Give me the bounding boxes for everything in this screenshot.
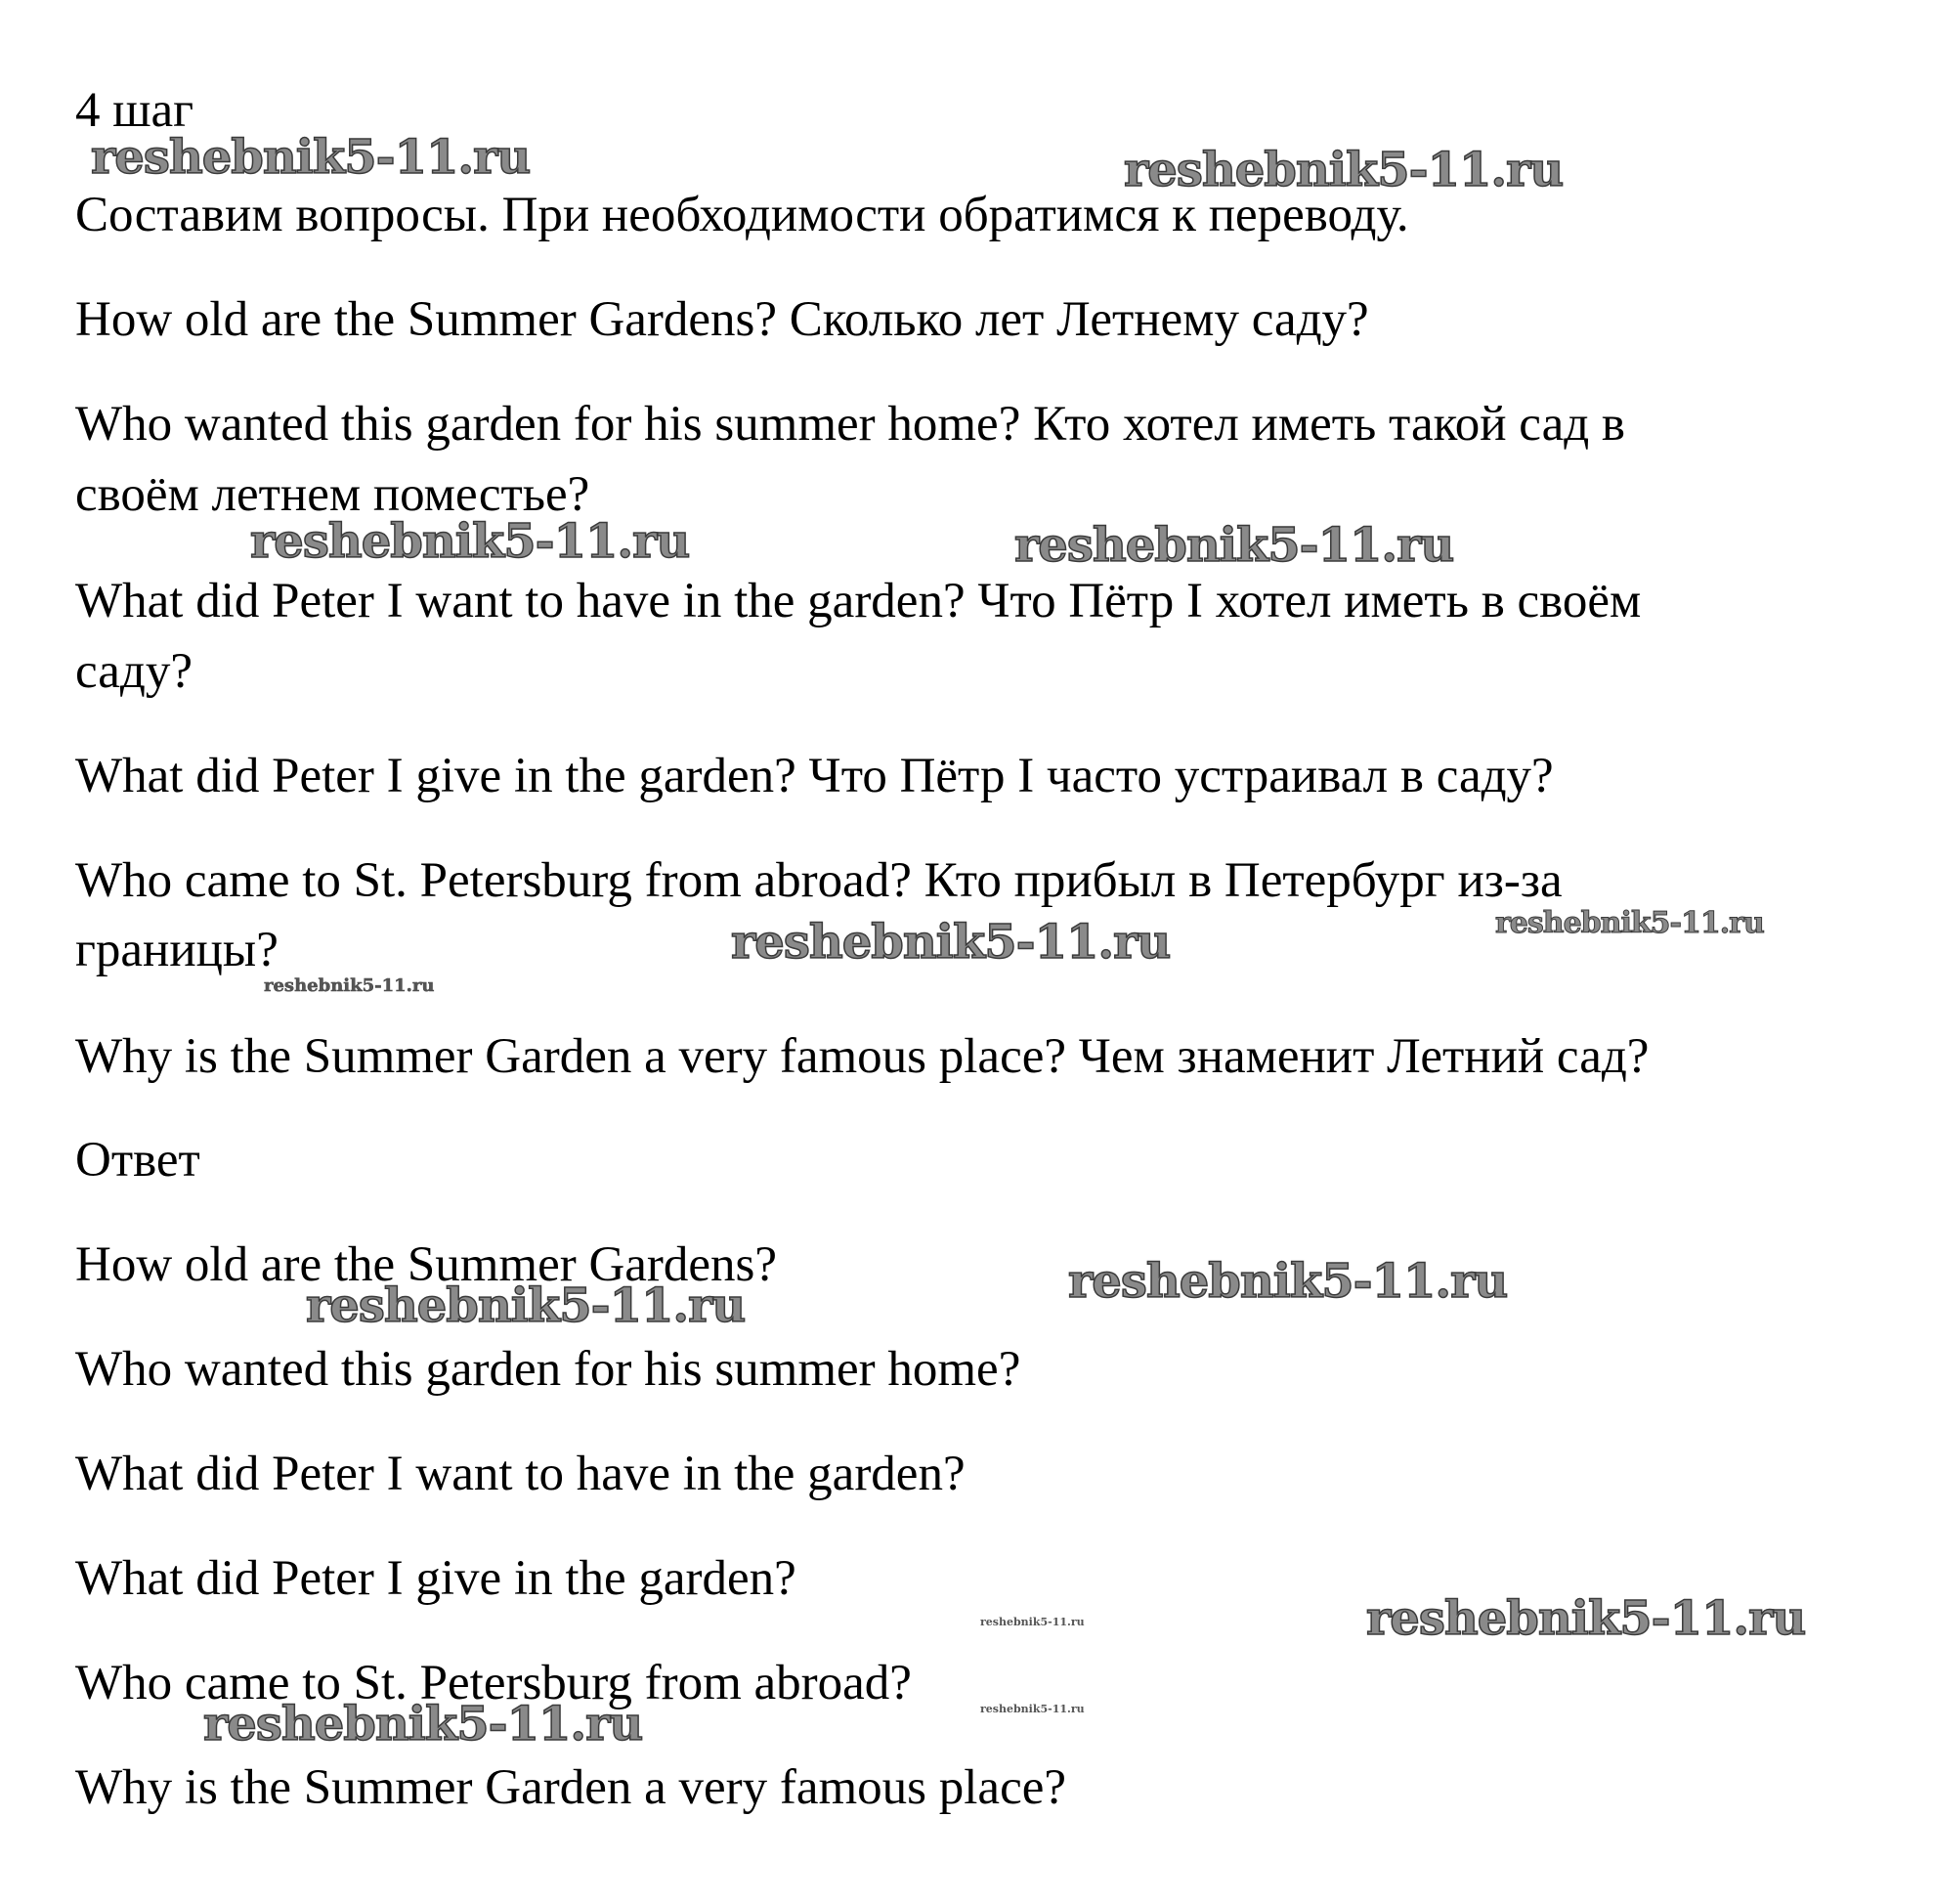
watermark: reshebnik5-11.ru [1124, 143, 1564, 197]
answer-line: Who came to St. Petersburg from abroad? [75, 1656, 912, 1710]
watermark: reshebnik5-11.ru [980, 1703, 1085, 1715]
answer-line: Why is the Summer Garden a very famous place? [75, 1760, 1066, 1815]
answer-line: What did Peter I give in the garden? [75, 1551, 796, 1606]
watermark: reshebnik5-11.ru [250, 514, 690, 569]
watermark: reshebnik5-11.ru [91, 130, 531, 185]
question-line: What did Peter I want to have in the garden? Что Пётр I хотел иметь в своём [75, 574, 1642, 628]
watermark: reshebnik5-11.ru [264, 975, 435, 996]
question-line: What did Peter I give in the garden? Что Пётр I часто устраивал в саду? [75, 749, 1554, 803]
watermark: reshebnik5-11.ru [731, 915, 1171, 970]
watermark: reshebnik5-11.ru [203, 1697, 643, 1752]
instruction-text: Составим вопросы. При необходимости обратимся к переводу. [75, 188, 1409, 242]
watermark: reshebnik5-11.ru [980, 1616, 1085, 1628]
question-line: своём летнем поместье? [75, 467, 590, 522]
question-line: саду? [75, 644, 193, 699]
watermark: reshebnik5-11.ru [306, 1278, 746, 1333]
watermark: reshebnik5-11.ru [1014, 518, 1454, 573]
watermark: reshebnik5-11.ru [1068, 1254, 1508, 1309]
question-line: Who came to St. Petersburg from abroad? Кто прибыл в Петербург из-за [75, 853, 1563, 908]
step-title: 4 шаг [75, 83, 194, 138]
answer-line: What did Peter I want to have in the garden? [75, 1447, 966, 1501]
watermark: reshebnik5-11.ru [1495, 906, 1764, 940]
question-line: Why is the Summer Garden a very famous place? Чем знаменит Летний сад? [75, 1029, 1650, 1084]
answer-line: How old are the Summer Gardens? [75, 1237, 778, 1292]
question-line: How old are the Summer Gardens? Сколько лет Летнему саду? [75, 292, 1369, 347]
question-line: Who wanted this garden for his summer home? Кто хотел иметь такой сад в [75, 397, 1625, 452]
answer-line: Who wanted this garden for his summer home? [75, 1342, 1021, 1397]
answer-heading: Ответ [75, 1133, 200, 1188]
watermark: reshebnik5-11.ru [1366, 1591, 1806, 1646]
question-line: границы? [75, 923, 279, 977]
